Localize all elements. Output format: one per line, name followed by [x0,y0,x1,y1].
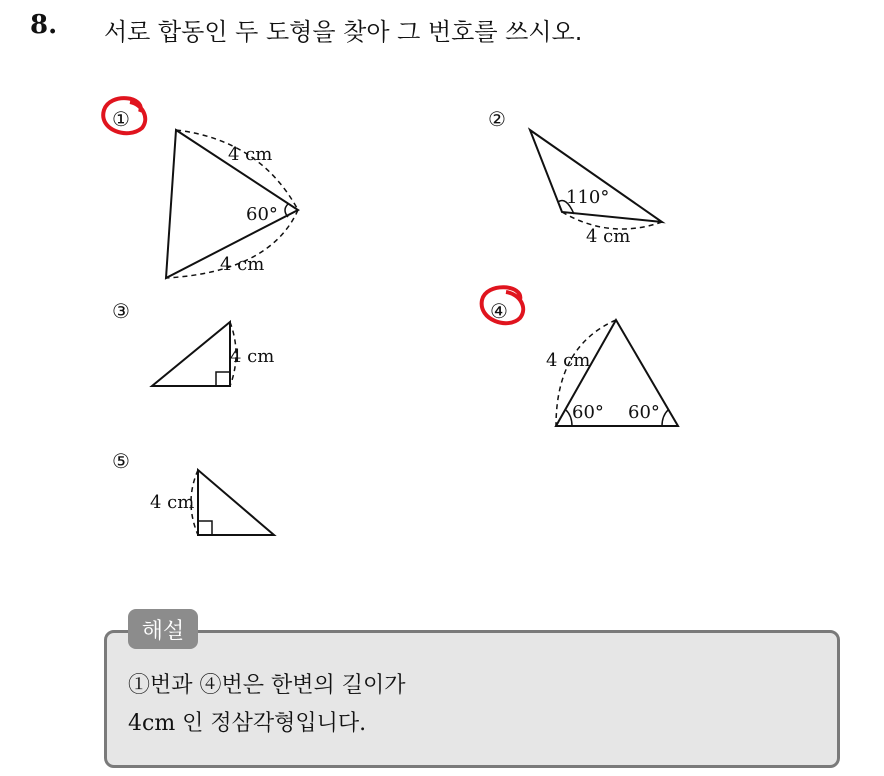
figure-2 [488,107,662,247]
figure-3-label: ③ [112,299,130,323]
figure-1-side-bottom: 4 cm [220,254,265,275]
figure-4-angle-right: 60° [628,402,660,423]
figure-2-label: ② [488,107,506,131]
figure-5-label: ⑤ [112,449,130,473]
figure-1-angle: 60° [246,204,278,225]
figure-4 [482,287,678,426]
figure-4-side: 4 cm [546,350,591,371]
figure-3 [112,299,274,386]
question-number: 8. [30,10,58,40]
figure-2-angle: 110° [566,187,610,208]
figure-4-label: ④ [490,299,508,323]
figure-4-angle-left: 60° [572,402,604,423]
figure-1-label: ① [112,107,130,131]
figure-5-side: 4 cm [150,492,195,513]
figure-2-side: 4 cm [586,226,631,247]
figure-5 [112,449,274,535]
question-text: 서로 합동인 두 도형을 찾아 그 번호를 쓰시오. [104,18,583,46]
figure-1-side-top: 4 cm [228,144,273,165]
explanation-line-2: 4cm 인 정삼각형입니다. [128,711,367,736]
explanation-tag: 해설 [128,609,198,649]
figure-3-side: 4 cm [230,346,275,367]
explanation-line-1: ①번과 ④번은 한변의 길이가 [128,673,406,698]
explanation-box [104,630,840,768]
figure-1 [103,98,298,278]
